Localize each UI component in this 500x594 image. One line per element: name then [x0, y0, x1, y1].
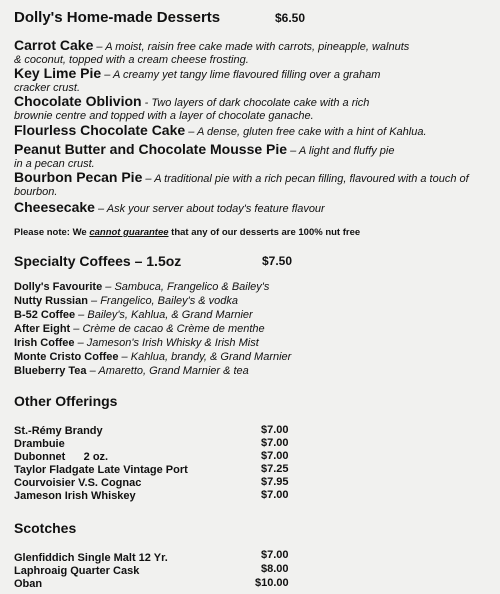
- dessert-name: Key Lime Pie: [14, 65, 102, 81]
- scotch-name: Laphroaig Quarter Cask: [14, 565, 140, 577]
- drink-name: Courvoisier V.S. Cognac: [14, 477, 142, 489]
- coffee-name: B-52 Coffee: [14, 309, 76, 321]
- scotch-name: Oban: [14, 578, 43, 590]
- coffee-name: Dolly's Favourite: [14, 281, 103, 293]
- dessert-item: Bourbon Pecan Pie – A traditional pie with a rich pecan filling, flavoured with a touch of bourbon.: [14, 169, 469, 198]
- note-emphasis: cannot guarantee: [89, 227, 169, 238]
- dessert-name: Chocolate Oblivion: [14, 93, 142, 109]
- coffee-description: Frangelico, Bailey's & vodka: [100, 295, 239, 307]
- dessert-description: A moist, raisin free cake made with carrots, pineapple, walnuts: [105, 41, 410, 53]
- scotch-name: Glenfiddich Single Malt 12 Yr.: [14, 552, 168, 564]
- coffee-description: Crème de cacao & Crème de menthe: [82, 323, 265, 335]
- drink-name: Jameson Irish Whiskey: [14, 490, 136, 502]
- drink-name: Taylor Fladgate Late Vintage Port: [14, 464, 188, 476]
- drink-price: $7.00: [261, 424, 289, 436]
- coffee-name: Irish Coffee: [14, 337, 75, 349]
- coffee-item: Nutty Russian – Frangelico, Bailey's & vodka: [14, 295, 239, 307]
- dessert-description: Ask your server about today's feature flavour: [106, 203, 325, 215]
- drink-price: $7.00: [261, 450, 289, 462]
- scotches-title: Scotches: [14, 520, 77, 536]
- dessert-item: Peanut Butter and Chocolate Mousse Pie – A light and fluffy pie in a pecan crust.: [14, 141, 395, 170]
- drink-price: $7.25: [261, 463, 289, 475]
- drink-name: St.-Rémy Brandy: [14, 425, 103, 437]
- coffee-description: Sambuca, Frangelico & Bailey's: [114, 281, 270, 293]
- coffee-item: Dolly's Favourite – Sambuca, Frangelico & Bailey's: [14, 281, 270, 293]
- dessert-description: A traditional pie with a rich pecan filling, flavoured with a touch of: [154, 173, 469, 185]
- dessert-description: A creamy yet tangy lime flavoured filling over a graham: [112, 69, 381, 81]
- dessert-name: Bourbon Pecan Pie: [14, 169, 143, 185]
- dessert-description-cont: brownie centre and topped with a layer of chocolate ganache.: [14, 110, 314, 122]
- dessert-name: Cheesecake: [14, 199, 95, 215]
- desserts-title: Dolly's Home-made Desserts: [14, 9, 221, 26]
- dessert-description-cont: in a pecan crust.: [14, 158, 95, 170]
- other-offerings-title: Other Offerings: [14, 393, 118, 409]
- dessert-name: Carrot Cake: [14, 37, 94, 53]
- dessert-item: Key Lime Pie – A creamy yet tangy lime flavoured filling over a graham cracker crust.: [14, 65, 381, 94]
- coffee-name: Blueberry Tea: [14, 365, 87, 377]
- drink-price: $7.95: [261, 476, 289, 488]
- coffee-description: Amaretto, Grand Marnier & tea: [98, 365, 249, 377]
- drink-price: $7.00: [261, 489, 289, 501]
- scotch-price: $8.00: [261, 563, 289, 575]
- dessert-description: A dense, gluten free cake with a hint of Kahlua.: [197, 126, 427, 138]
- coffees-title: Specialty Coffees – 1.5oz: [14, 253, 182, 269]
- scotch-price: $10.00: [255, 577, 289, 589]
- drink-name: Drambuie: [14, 438, 65, 450]
- coffee-description: Jameson's Irish Whisky & Irish Mist: [86, 337, 259, 349]
- dessert-description: Two layers of dark chocolate cake with a rich: [151, 97, 370, 109]
- drink-price: $7.00: [261, 437, 289, 449]
- dessert-item: Cheesecake – Ask your server about today's feature flavour: [14, 199, 325, 215]
- dessert-description-cont: & coconut, topped with a cream cheese frosting.: [14, 54, 249, 66]
- scotch-price: $7.00: [261, 549, 289, 561]
- drink-name: Dubonnet 2 oz.: [14, 451, 109, 463]
- dessert-item: Chocolate Oblivion - Two layers of dark chocolate cake with a rich brownie centre and topped with a layer of chocolate ganache.: [14, 93, 370, 122]
- dessert-name: Peanut Butter and Chocolate Mousse Pie: [14, 141, 288, 157]
- dessert-item: Flourless Chocolate Cake – A dense, gluten free cake with a hint of Kahlua.: [14, 122, 427, 138]
- coffee-item: After Eight – Crème de cacao & Crème de menthe: [14, 323, 265, 335]
- coffee-description: Bailey's, Kahlua, & Grand Marnier: [87, 309, 253, 321]
- coffee-item: Monte Cristo Coffee – Kahlua, brandy, & Grand Marnier: [14, 351, 292, 363]
- coffee-name: Nutty Russian: [14, 295, 88, 307]
- nut-warning-note: Please note: We cannot guarantee that any of our desserts are 100% nut free: [14, 227, 361, 238]
- coffee-item: Irish Coffee – Jameson's Irish Whisky & Irish Mist: [14, 337, 259, 349]
- dessert-description-cont: cracker crust.: [14, 82, 81, 94]
- coffee-description: Kahlua, brandy, & Grand Marnier: [130, 351, 292, 363]
- coffee-item: Blueberry Tea – Amaretto, Grand Marnier & tea: [14, 365, 249, 377]
- dessert-description-cont: bourbon.: [14, 186, 58, 198]
- dessert-item: Carrot Cake – A moist, raisin free cake made with carrots, pineapple, walnuts & coconut, topped with a cream cheese frosting.: [14, 37, 410, 66]
- coffee-item: B-52 Coffee – Bailey's, Kahlua, & Grand Marnier: [14, 309, 253, 321]
- dessert-description: A light and fluffy pie: [298, 145, 395, 157]
- coffee-name: Monte Cristo Coffee: [14, 351, 119, 363]
- coffees-price: $7.50: [262, 254, 293, 268]
- coffee-name: After Eight: [14, 323, 71, 335]
- desserts-price: $6.50: [275, 11, 306, 25]
- dessert-name: Flourless Chocolate Cake: [14, 122, 186, 138]
